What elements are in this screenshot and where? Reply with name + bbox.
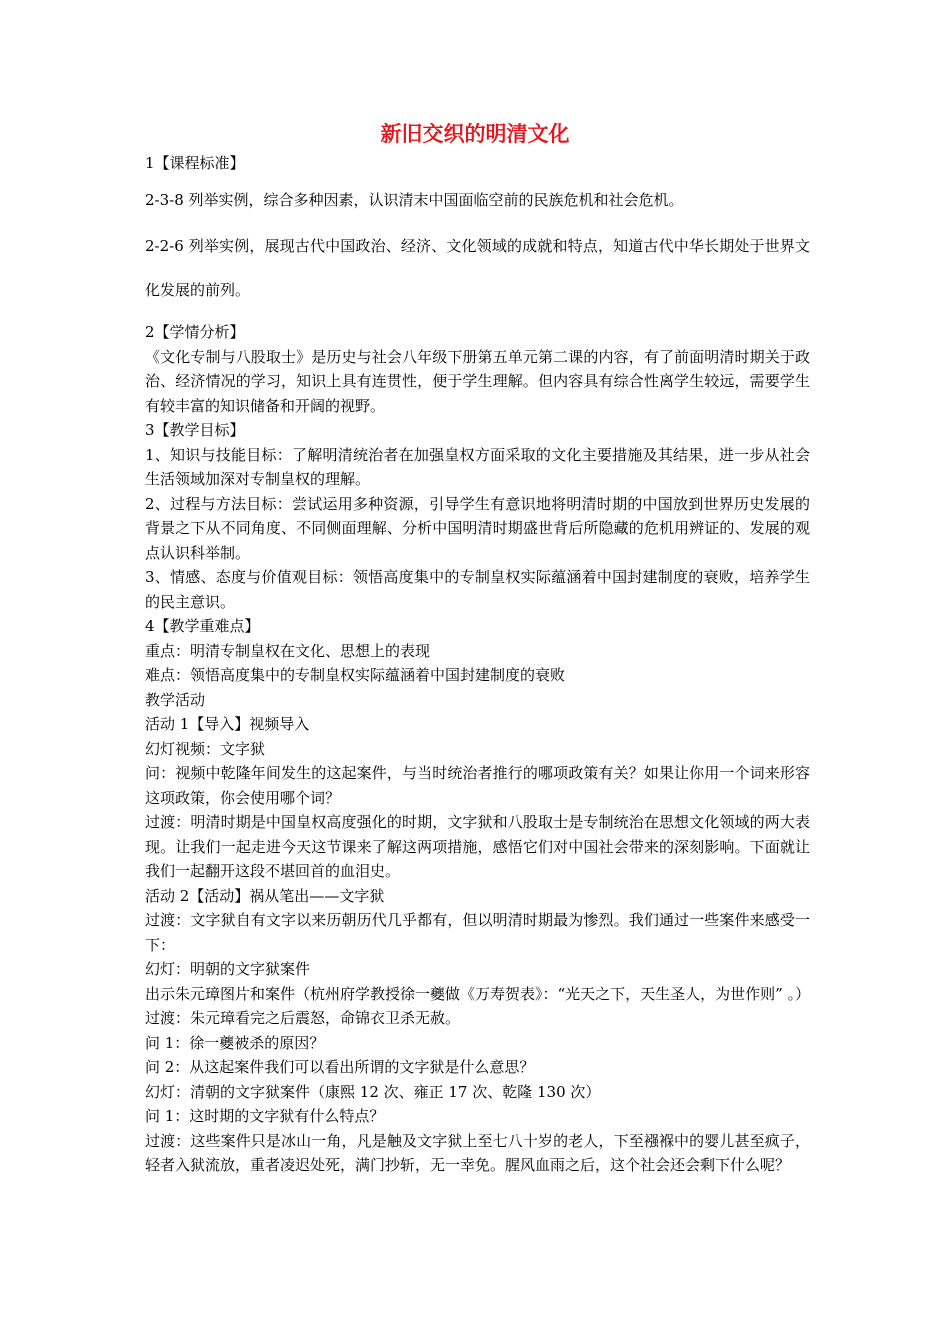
paragraph: 《文化专制与八股取士》是历史与社会八年级下册第五单元第二课的内容，有了前面明清时期关于政治、经济情况的学习，知识上具有连贯性，便于学生理解。但内容具有综合性离学生较远，需要学生有较丰富的知识储备和开阔的视野。	[145, 347, 810, 415]
paragraph: 过渡：文字狱自有文字以来历朝历代几乎都有，但以明清时期最为惨烈。我们通过一些案件来感受一下：	[145, 911, 810, 954]
paragraph: 重点：明清专制皇权在文化、思想上的表现	[145, 641, 431, 660]
paragraph: 2、过程与方法目标：尝试运用多种资源，引导学生有意识地将明清时期的中国放到世界历史发展的背景之下从不同角度、不同侧面理解、分析中国明清时期盛世背后所隐藏的危机用辨证的、发展的观点认识科举制。	[145, 494, 810, 562]
document-body	[145, 151, 810, 1178]
paragraph: 出示朱元璋图片和案件（杭州府学教授徐一夔做《万寿贺表》：“光天之下，天生圣人，为世作则” 。）	[145, 984, 811, 1003]
document-title: 新旧交织的明清文化	[380, 122, 570, 146]
paragraph: 问 2：从这起案件我们可以看出所谓的文字狱是什么意思？	[145, 1058, 535, 1076]
paragraph: 问 1：这时期的文字狱有什么特点？	[145, 1107, 385, 1125]
paragraph: 活动 2【活动】祸从笔出——文字狱	[145, 886, 385, 905]
section-heading-analysis: 2【学情分析】	[145, 323, 245, 341]
section-heading-curriculum: 1【课程标准】	[145, 154, 245, 172]
paragraph: 3、情感、态度与价值观目标：领悟高度集中的专制皇权实际蕴涵着中国封建制度的衰败，培养学生的民主意识。	[145, 568, 810, 611]
paragraph: 难点：领悟高度集中的专制皇权实际蕴涵着中国封建制度的衰败	[145, 666, 566, 684]
paragraph: 问 1：徐一夔被杀的原因？	[145, 1033, 325, 1052]
paragraph: 过渡：明清时期是中国皇权高度强化的时期，文字狱和八股取士是专制统治在思想文化领域的两大表现。让我们一起走进今天这节课来了解这两项措施，感悟它们对中国社会带来的深刻影响。下面就让我们一起翻开这段不堪回首的血泪史。	[145, 813, 810, 880]
paragraph: 问：视频中乾隆年间发生的这起案件，与当时统治者推行的哪项政策有关？如果让你用一个词来形容这项政策，你会使用哪个词？	[145, 764, 810, 807]
section-heading-objectives: 3【教学目标】	[145, 421, 245, 439]
paragraph: 2-2-6 列举实例，展现古代中国政治、经济、文化领域的成就和特点，知道古代中华长期处于世界文化发展的前列。	[145, 237, 810, 299]
section-heading-activities: 教学活动	[145, 690, 206, 709]
paragraph: 幻灯：清朝的文字狱案件（康熙 12 次、雍正 17 次、乾隆 130 次）	[145, 1082, 601, 1101]
paragraph: 过渡：朱元璋看完之后震怒，命锦衣卫杀无赦。	[145, 1009, 461, 1027]
paragraph: 过渡：这些案件只是冰山一角，凡是触及文字狱上至七八十岁的老人，下至襁褓中的婴儿甚至疯子，轻者入狱流放，重者凌迟处死，满门抄斩，无一幸免。腥风血雨之后，这个社会还会剩下什么呢？	[145, 1131, 810, 1174]
paragraph: 2-3-8 列举实例，综合多种因素，认识清末中国面临空前的民族危机和社会危机。	[145, 190, 684, 209]
paragraph: 幻灯视频：文字狱	[145, 739, 266, 758]
paragraph: 活动 1【导入】视频导入	[145, 715, 310, 733]
paragraph: 1、知识与技能目标：了解明清统治者在加强皇权方面采取的文化主要措施及其结果，进一步从社会生活领域加深对专制皇权的理解。	[145, 445, 810, 488]
paragraph: 幻灯：明朝的文字狱案件	[145, 960, 311, 978]
section-heading-key-points: 4【教学重难点】	[145, 617, 260, 635]
